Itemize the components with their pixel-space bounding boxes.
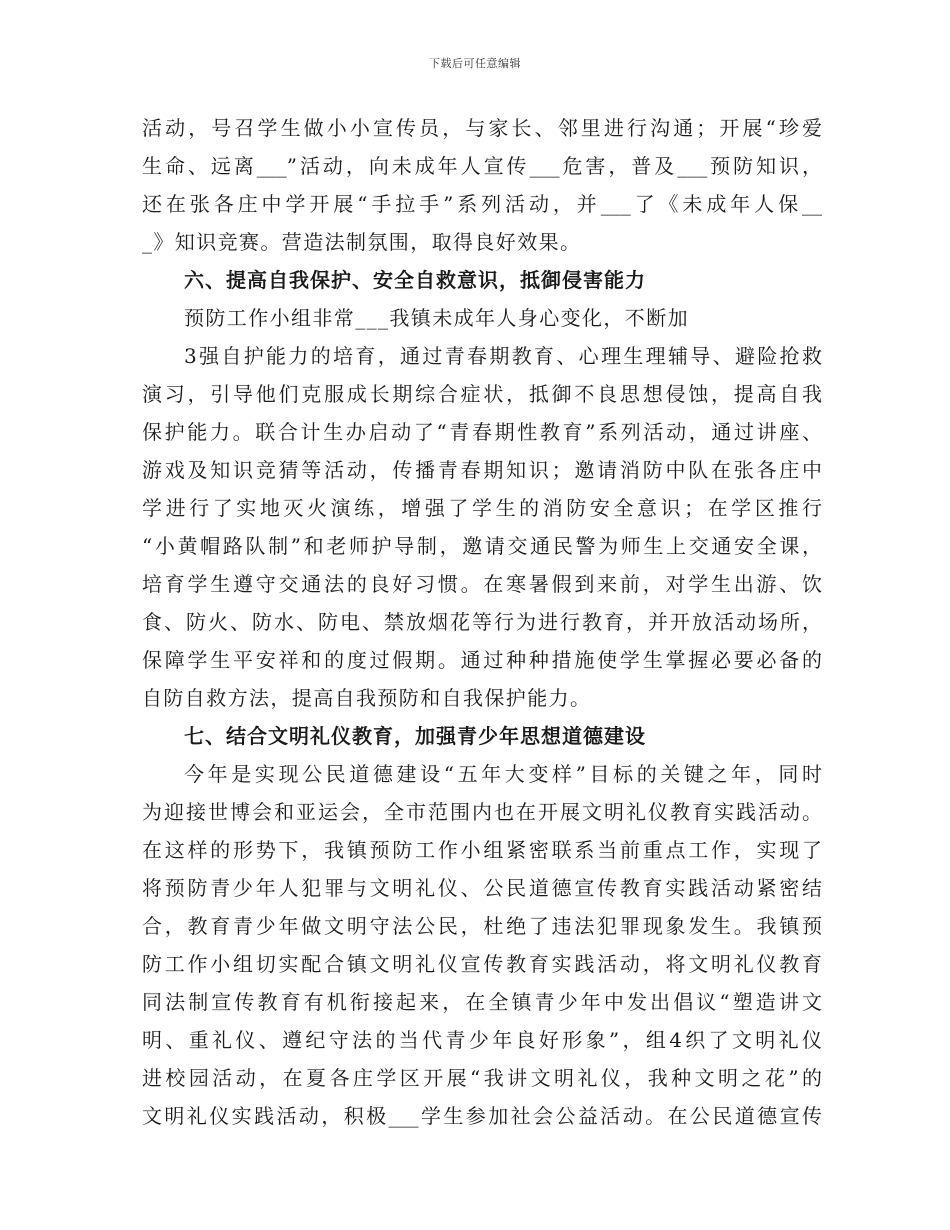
text-line: 文明礼仪实践活动，积极___学生参加社会公益活动。在公民道德宣传 xyxy=(142,1104,822,1128)
text-line: “小黄帽路队制”和老师护导制，邀请交通民警为师生上交通安全课， xyxy=(142,534,822,558)
text-line: 为迎接世博会和亚运会，全市范围内也在开展文明礼仪教育实践活动。 xyxy=(142,800,822,824)
text-line: 进校园活动，在夏各庄学区开展“我讲文明礼仪，我种文明之花”的 xyxy=(142,1066,822,1090)
text-line: 今年是实现公民道德建设“五年大变样”目标的关键之年，同时 xyxy=(184,762,822,786)
text-line: 3强自护能力的培育，通过青春期教育、心理生理辅导、避险抢救 xyxy=(184,344,822,368)
text-line: 明、重礼仪、遵纪守法的当代青少年良好形象”，组4织了文明礼仪 xyxy=(142,1028,822,1052)
text-line: 合，教育青少年做文明守法公民，杜绝了违法犯罪现象发生。我镇预 xyxy=(142,914,822,938)
section-heading: 六、提高自我保护、安全自救意识，抵御侵害能力 xyxy=(184,268,646,292)
text-line: 在这样的形势下，我镇预防工作小组紧密联系当前重点工作，实现了 xyxy=(142,838,822,862)
text-line: 食、防火、防水、防电、禁放烟花等行为进行教育，并开放活动场所， xyxy=(142,610,822,634)
text-line: 游戏及知识竞猜等活动，传播青春期知识；邀请消防中队在张各庄中 xyxy=(142,458,822,482)
text-line: 预防工作小组非常___我镇未成年人身心变化，不断加 xyxy=(184,306,689,330)
text-line: 保护能力。联合计生办启动了“青春期性教育”系列活动，通过讲座、 xyxy=(142,420,822,444)
text-line: 将预防青少年人犯罪与文明礼仪、公民道德宣传教育实践活动紧密结 xyxy=(142,876,822,900)
text-line: 培育学生遵守交通法的良好习惯。在寒暑假到来前，对学生出游、饮 xyxy=(142,572,822,596)
text-line: 保障学生平安祥和的度过假期。通过种种措施使学生掌握必要必备的 xyxy=(142,648,822,672)
text-line: 演习，引导他们克服成长期综合症状，抵御不良思想侵蚀，提高自我 xyxy=(142,382,822,406)
text-line: 生命、远离___”活动，向未成年人宣传___危害，普及___预防知识， xyxy=(142,154,822,178)
text-line: 还在张各庄中学开展“手拉手”系列活动，并___了《未成年人保__ xyxy=(142,192,822,216)
text-line: 学进行了实地灭火演练，增强了学生的消防安全意识；在学区推行 xyxy=(142,496,822,520)
page-header: 下载后可任意编辑 xyxy=(429,57,521,70)
text-line: _》知识竞赛。营造法制氛围，取得良好效果。 xyxy=(142,230,582,254)
section-heading: 七、结合文明礼仪教育，加强青少年思想道德建设 xyxy=(184,724,646,748)
text-line: 防工作小组切实配合镇文明礼仪宣传教育实践活动，将文明礼仪教育 xyxy=(142,952,822,976)
text-line: 自防自救方法，提高自我预防和自我保护能力。 xyxy=(142,686,592,710)
document-body xyxy=(142,109,822,1135)
text-line: 活动，号召学生做小小宣传员，与家长、邻里进行沟通；开展“珍爱 xyxy=(142,116,822,140)
text-line: 同法制宣传教育有机衔接起来，在全镇青少年中发出倡议“塑造讲文 xyxy=(142,990,822,1014)
